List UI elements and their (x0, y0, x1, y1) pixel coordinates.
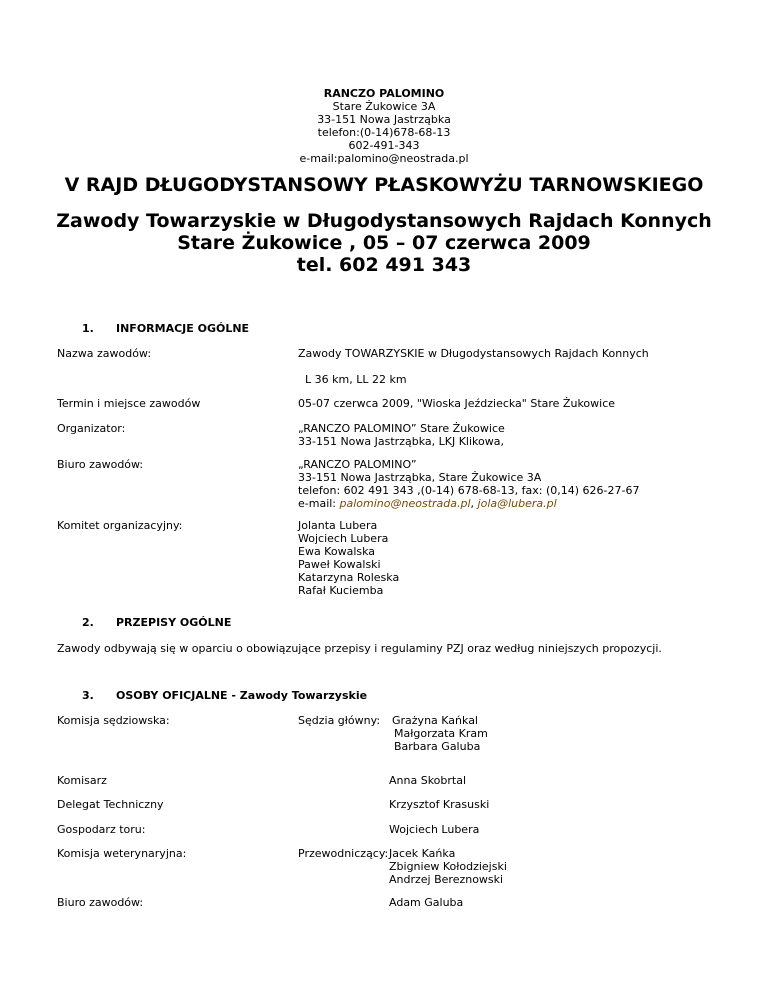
section-2-text: Zawody odbywają się w oparciu o obowiązujące przepisy i regulaminy PZJ oraz według niniejszych propozycji. (57, 642, 662, 655)
section-3-heading (82, 689, 367, 702)
row-value-organizer (298, 422, 505, 448)
judge-name: Grażyna Kańkal (392, 714, 478, 727)
row-value: Anna Skobrtal (389, 774, 467, 787)
row-value: Adam Galuba (389, 896, 464, 909)
subtitle-line-3: tel. 602 491 343 (296, 254, 472, 276)
row-label: Nazwa zawodów: (57, 347, 152, 360)
subtitle-line-1: Zawody Towarzyskie w Długodystansowych Rajdach Konnych (56, 210, 712, 232)
row-label: Biuro zawodów: (57, 896, 144, 909)
section-title: INFORMACJE OGÓLNE (116, 322, 250, 335)
committee-member: Rafał Kuciemba (298, 584, 384, 597)
vet-name: Jacek Kańka (389, 847, 456, 860)
judges-list (392, 714, 488, 753)
row-label: Delegat Techniczny (57, 798, 164, 811)
organizer-line: 33-151 Nowa Jastrząbka, LKJ Klikowa, (298, 435, 504, 448)
committee-member: Paweł Kowalski (298, 558, 381, 571)
section-number: 1. (82, 322, 94, 335)
vet-list (389, 847, 507, 886)
header-name: RANCZO PALOMINO (323, 87, 445, 100)
section-1-heading (82, 322, 249, 335)
committee-list (298, 519, 399, 597)
office-line: „RANCZO PALOMINO” (298, 458, 417, 471)
row-label: Organizator: (57, 422, 126, 435)
judge-name: Małgorzata Kram (394, 727, 488, 740)
organizer-line: „RANCZO PALOMINO” Stare Żukowice (298, 422, 505, 435)
row-label: Komisja weterynaryjna: (57, 847, 187, 860)
row-label: Termin i miejsce zawodów (57, 397, 201, 410)
committee-member: Jolanta Lubera (298, 519, 378, 532)
header-city: 33-151 Nowa Jastrząbka (317, 113, 451, 126)
header-email: e-mail:palomino@neostrada.pl (299, 152, 469, 165)
subtitle-line-2: Stare Żukowice , 05 – 07 czerwca 2009 (177, 232, 591, 254)
document-title: V RAJD DŁUGODYSTANSOWY PŁASKOWYŻU TARNOWSKIEGO (64, 174, 704, 196)
header-mobile: 602-491-343 (348, 139, 420, 152)
vet-role: Przewodniczący: (298, 847, 389, 860)
section-title: PRZEPISY OGÓLNE (116, 616, 232, 629)
row-label: Biuro zawodów: (57, 458, 144, 471)
row-value-distance: L 36 km, LL 22 km (305, 373, 407, 386)
section-number: 3. (82, 689, 94, 702)
row-value: 05-07 czerwca 2009, "Wioska Jeździecka" Stare Żukowice (298, 397, 616, 410)
section-number: 2. (82, 616, 94, 629)
header-phone: telefon:(0-14)678-68-13 (317, 126, 451, 139)
email-separator: , (470, 497, 478, 510)
row-value: Zawody TOWARZYSKIE w Długodystansowych Rajdach Konnych (298, 347, 649, 360)
row-label: Komitet organizacyjny: (57, 519, 183, 532)
organizer-header (0, 87, 768, 165)
vet-name: Zbigniew Kołodziejski (389, 860, 507, 873)
office-line: telefon: 602 491 343 ,(0-14) 678-68-13, fax: (0,14) 626-27-67 (298, 484, 640, 497)
judge-name: Barbara Galuba (394, 740, 481, 753)
section-title: OSOBY OFICJALNE - Zawody Towarzyskie (116, 689, 368, 702)
row-value-office (298, 458, 639, 510)
committee-member: Wojciech Lubera (298, 532, 389, 545)
header-address: Stare Żukowice 3A (332, 100, 436, 113)
committee-member: Ewa Kowalska (298, 545, 376, 558)
section-2-heading (82, 616, 231, 629)
email-link-palomino[interactable]: palomino@neostrada.pl (339, 497, 471, 510)
judges-role: Sędzia główny: (298, 714, 381, 727)
row-label: Gospodarz toru: (57, 823, 146, 836)
row-value: Krzysztof Krasuski (389, 798, 490, 811)
row-value: Wojciech Lubera (389, 823, 480, 836)
office-email-line (298, 497, 639, 510)
row-label: Komisarz (57, 774, 107, 787)
row-label: Komisja sędziowska: (57, 714, 170, 727)
vet-name: Andrzej Bereznowski (389, 873, 504, 886)
committee-member: Katarzyna Roleska (298, 571, 400, 584)
office-line: 33-151 Nowa Jastrząbka, Stare Żukowice 3A (298, 471, 542, 484)
email-prefix: e-mail: (298, 497, 340, 510)
email-link-jola[interactable]: jola@lubera.pl (477, 497, 557, 510)
